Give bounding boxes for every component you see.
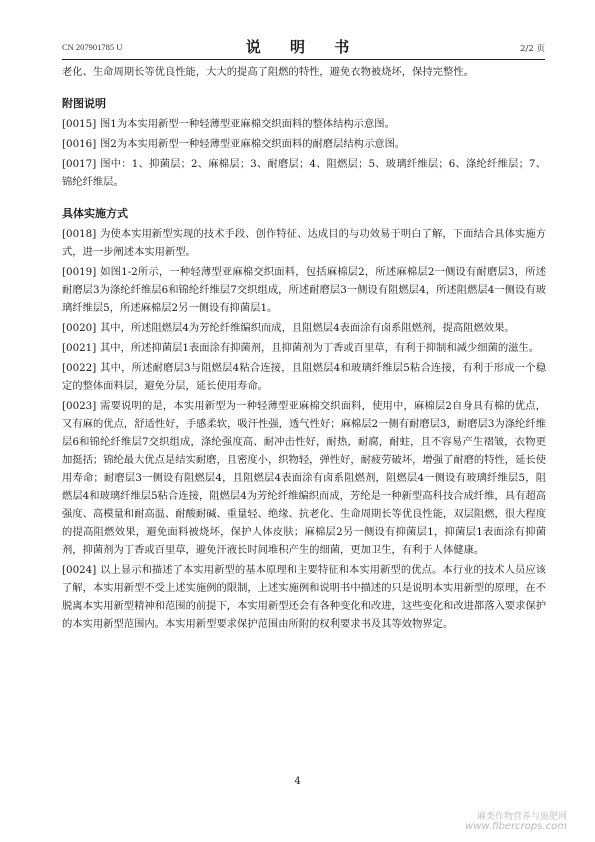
paragraph-text: 其中，所述抑菌层1表面涂有抑菌剂，且抑菌剂为丁香或百里草，有利于抑制和减少细菌的滋生。	[100, 342, 540, 354]
paragraph-text: 其中，所述耐磨层3与阻燃层4粘合连接，且阻燃层4和玻璃纤维层5粘合连接，有利于形成一个稳定的整体面料层，避免分层，延长使用寿命。	[62, 362, 546, 392]
paragraph-text: 其中，所述阻燃层4为芳纶纤维编织而成，且阻燃层4表面涂有卤系阻燃剂，提高阻燃效果。	[100, 322, 515, 334]
embodiments-section	[62, 225, 546, 633]
paragraph-text: 需要说明的是，本实用新型为一种轻薄型亚麻棉交织面料，使用中，麻棉层2自身具有棉的优点，又有麻的优点，舒适性好，手感柔软，吸汗性强，透气性好；麻棉层2一侧有耐磨层3，耐磨层3为涤纶纤维层6和锦纶纤维层7交织组成，涤纶强度高、耐冲击性好，耐热，耐腐，耐蛀，且不容易产生褶皱，衣物更加挺括；锦纶最大优点是结实耐磨，且密度小，织物轻，弹性好，耐疲劳破坏，增强了耐磨的特性，延长使用寿命；耐磨层3一侧设有阻燃层4，且阻燃层4表面涂有卤系阻燃剂，阻燃层4一侧设有玻璃纤维层5，阻燃层4和玻璃纤维层5粘合连接，阻燃层4为芳纶纤维编织而成，芳纶是一种新型高科技合成纤维，具有超高强度、高模量和耐高温、耐酸耐碱、重量轻、绝缘、抗老化、生命周期长等优良性能，双层阻燃，很大程度的提高阻燃效果，避免面料被烧坏，保护人体皮肤；麻棉层2另一侧设有抑菌层1，抑菌层1表面涂有抑菌剂，抑菌剂为丁香或百里草，避免汗液长时间堆积产生的细菌，更加卫生，有利于人体健康。	[62, 400, 546, 556]
paragraph-text: 图2为本实用新型一种轻薄型亚麻棉交织面料的耐磨层结构示意图。	[100, 138, 406, 150]
paragraph-text: 以上显示和描述了本实用新型的基本原理和主要特征和本实用新型的优点。本行业的技术人员应该了解，本实用新型不受上述实施例的限制，上述实施例和说明书中描述的只是说明本实用新型的原理，在不脱离本实用新型精神和范围的前提下，本实用新型还会有各种变化和改进，这些变化和改进都落入要求保护的本实用新型范围内。本实用新型要求保护范围由所附的权利要求书及其等效物界定。	[62, 564, 546, 630]
lead-paragraph: 老化、生命周期长等优良性能，大大的提高了阻燃的特性，避免衣物被烧坏，保持完整性。	[62, 66, 474, 78]
paragraph-number: [0020]	[62, 322, 97, 334]
page-header	[62, 36, 545, 56]
watermark	[465, 812, 567, 832]
figures-section	[62, 115, 546, 191]
paragraph	[62, 263, 546, 317]
paragraph	[62, 135, 546, 153]
section-title-embodiments: 具体实施方式	[62, 207, 128, 220]
paragraph-text: 图1为本实用新型一种轻薄型亚麻棉交织面料的整体结构示意图。	[100, 118, 395, 130]
paragraph	[62, 359, 546, 395]
watermark-url: www.fibercrops.com	[465, 821, 567, 832]
paragraph-number: [0019]	[62, 266, 97, 278]
page-indicator: 2/2 页	[520, 44, 545, 54]
paragraph	[62, 155, 546, 191]
paragraph	[62, 397, 546, 559]
document-body	[62, 63, 546, 635]
paragraph-number: [0017]	[62, 158, 97, 170]
paragraph-number: [0018]	[62, 228, 97, 240]
paragraph-number: [0022]	[62, 362, 97, 374]
paragraph-number: [0023]	[62, 400, 97, 412]
document-title: 说 明 书	[245, 38, 362, 56]
page-number: 4	[294, 776, 301, 787]
paragraph	[62, 115, 546, 133]
section-title-figures: 附图说明	[62, 97, 106, 110]
paragraph-text: 如图1-2所示，一种轻薄型亚麻棉交织面料，包括麻棉层2，所述麻棉层2一侧设有耐磨层3，所述耐磨层3为涤纶纤维层6和锦纶纤维层7交织组成，所述耐磨层3一侧设有阻燃层4，所述阻燃层4一侧设有玻璃纤维层5，所述麻棉层2另一侧设有抑菌层1。	[62, 266, 546, 314]
paragraph-number: [0024]	[62, 564, 97, 576]
paragraph	[62, 225, 546, 261]
header-rule	[62, 59, 545, 60]
paragraph	[62, 319, 546, 337]
patent-number: CN 207901785 U	[62, 42, 123, 52]
paragraph-text: 图中：1、抑菌层；2、麻棉层；3、耐磨层；4、阻燃层；5、玻璃纤维层；6、涤纶纤维层；7、锦纶纤维层。	[62, 158, 546, 188]
paragraph-number: [0016]	[62, 138, 97, 150]
paragraph-number: [0021]	[62, 342, 97, 354]
watermark-title: 麻类作物营养与施肥网	[476, 812, 567, 822]
paragraph-number: [0015]	[62, 118, 97, 130]
paragraph	[62, 339, 546, 357]
paragraph	[62, 561, 546, 633]
paragraph-text: 为使本实用新型实现的技术手段、创作特征、达成目的与功效易于明白了解，下面结合具体实施方式，进一步阐述本实用新型。	[62, 228, 546, 258]
